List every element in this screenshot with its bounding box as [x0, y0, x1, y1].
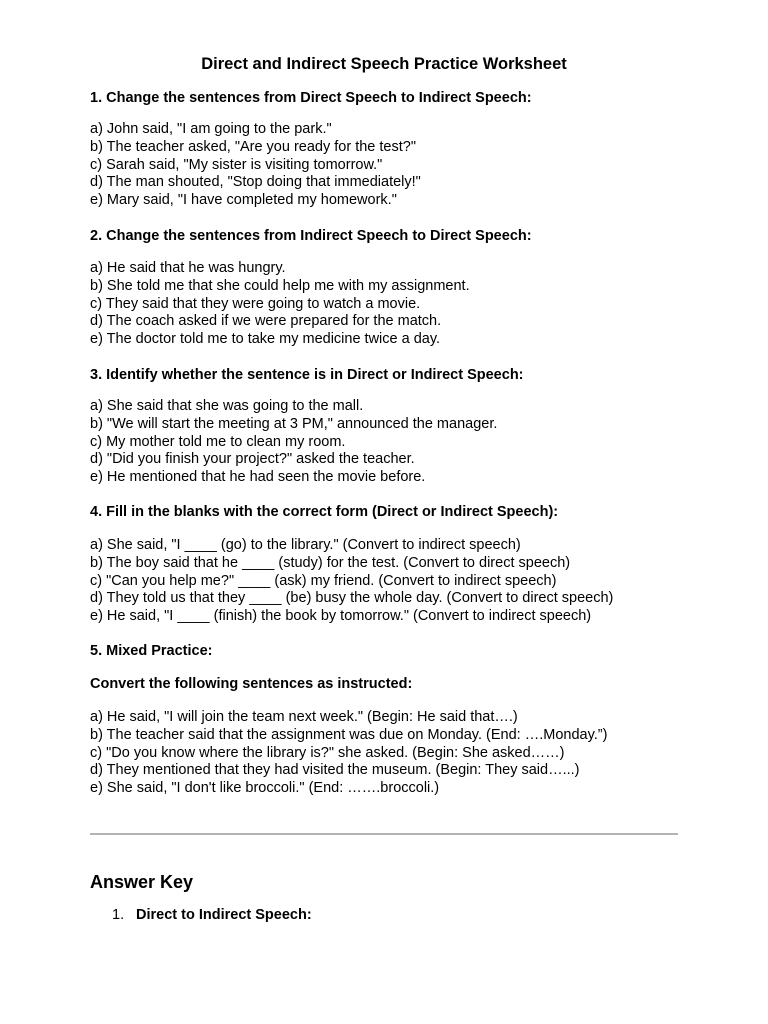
question-list: [90, 537, 690, 626]
question-list: [90, 398, 690, 487]
answer-key-item: [112, 905, 312, 925]
question-item: a) She said, "I ____ (go) to the library." (Convert to indirect speech): [90, 537, 521, 553]
question-item: d) "Did you finish your project?" asked the teacher.: [90, 451, 415, 468]
question-item: e) Mary said, "I have completed my homework.": [90, 192, 397, 209]
section-3: [90, 365, 690, 487]
question-item: a) He said that he was hungry.: [90, 260, 286, 276]
section-2: [90, 226, 690, 349]
question-item: e) He said, "I ____ (finish) the book by tomorrow." (Convert to indirect speech): [90, 608, 592, 625]
question-item: c) They said that they were going to watch a movie.: [90, 295, 421, 312]
section-5-instructions: [90, 674, 690, 798]
question-item: a) John said, "I am going to the park.": [90, 121, 332, 137]
question-item: d) They mentioned that they had visited the museum. (Begin: They said…...): [90, 762, 580, 779]
question-item: d) The man shouted, "Stop doing that immediately!": [90, 174, 421, 191]
question-item: e) He mentioned that he had seen the movie before.: [90, 469, 426, 486]
question-item: e) The doctor told me to take my medicine twice a day.: [90, 331, 441, 348]
section-heading: 2. Change the sentences from Indirect Speech to Direct Speech:: [90, 228, 532, 244]
question-list: [90, 121, 690, 210]
question-item: a) She said that she was going to the mall.: [90, 398, 364, 414]
question-item: e) She said, "I don't like broccoli." (End: …….broccoli.): [90, 780, 440, 797]
question-item: b) She told me that she could help me with my assignment.: [90, 277, 470, 294]
question-item: d) The coach asked if we were prepared for the match.: [90, 313, 442, 330]
section-subheading: Convert the following sentences as instructed:: [90, 676, 413, 692]
question-item: b) The teacher asked, "Are you ready for the test?": [90, 138, 416, 155]
question-item: c) "Do you know where the library is?" she asked. (Begin: She asked……): [90, 744, 565, 761]
section-heading: 5. Mixed Practice:: [90, 643, 213, 659]
worksheet-title: Direct and Indirect Speech Practice Worksheet: [201, 55, 567, 73]
answer-key-item-label: Direct to Indirect Speech:: [136, 907, 312, 923]
question-item: c) "Can you help me?" ____ (ask) my friend. (Convert to indirect speech): [90, 572, 557, 589]
question-item: b) "We will start the meeting at 3 PM," announced the manager.: [90, 415, 498, 432]
section-heading: 3. Identify whether the sentence is in Direct or Indirect Speech:: [90, 367, 524, 383]
question-item: d) They told us that they ____ (be) busy the whole day. (Convert to direct speech): [90, 590, 614, 607]
question-list: [90, 260, 690, 349]
question-item: b) The teacher said that the assignment was due on Monday. (End: ….Monday.”): [90, 726, 608, 743]
section-divider: [90, 833, 678, 835]
section-1: [90, 88, 690, 210]
question-item: c) My mother told me to clean my room.: [90, 433, 346, 450]
answer-key-item-number: 1.: [112, 907, 125, 923]
question-item: c) Sarah said, "My sister is visiting tomorrow.": [90, 156, 383, 173]
answer-key-title: Answer Key: [90, 872, 194, 892]
section-heading: 4. Fill in the blanks with the correct form (Direct or Indirect Speech):: [90, 504, 559, 520]
question-item: b) The boy said that he ____ (study) for the test. (Convert to direct speech): [90, 554, 571, 571]
question-list: [90, 709, 690, 798]
section-4: [90, 502, 690, 626]
section-5: [90, 641, 690, 661]
section-heading: 1. Change the sentences from Direct Speech to Indirect Speech:: [90, 90, 532, 106]
question-item: a) He said, "I will join the team next week." (Begin: He said that….): [90, 709, 518, 725]
